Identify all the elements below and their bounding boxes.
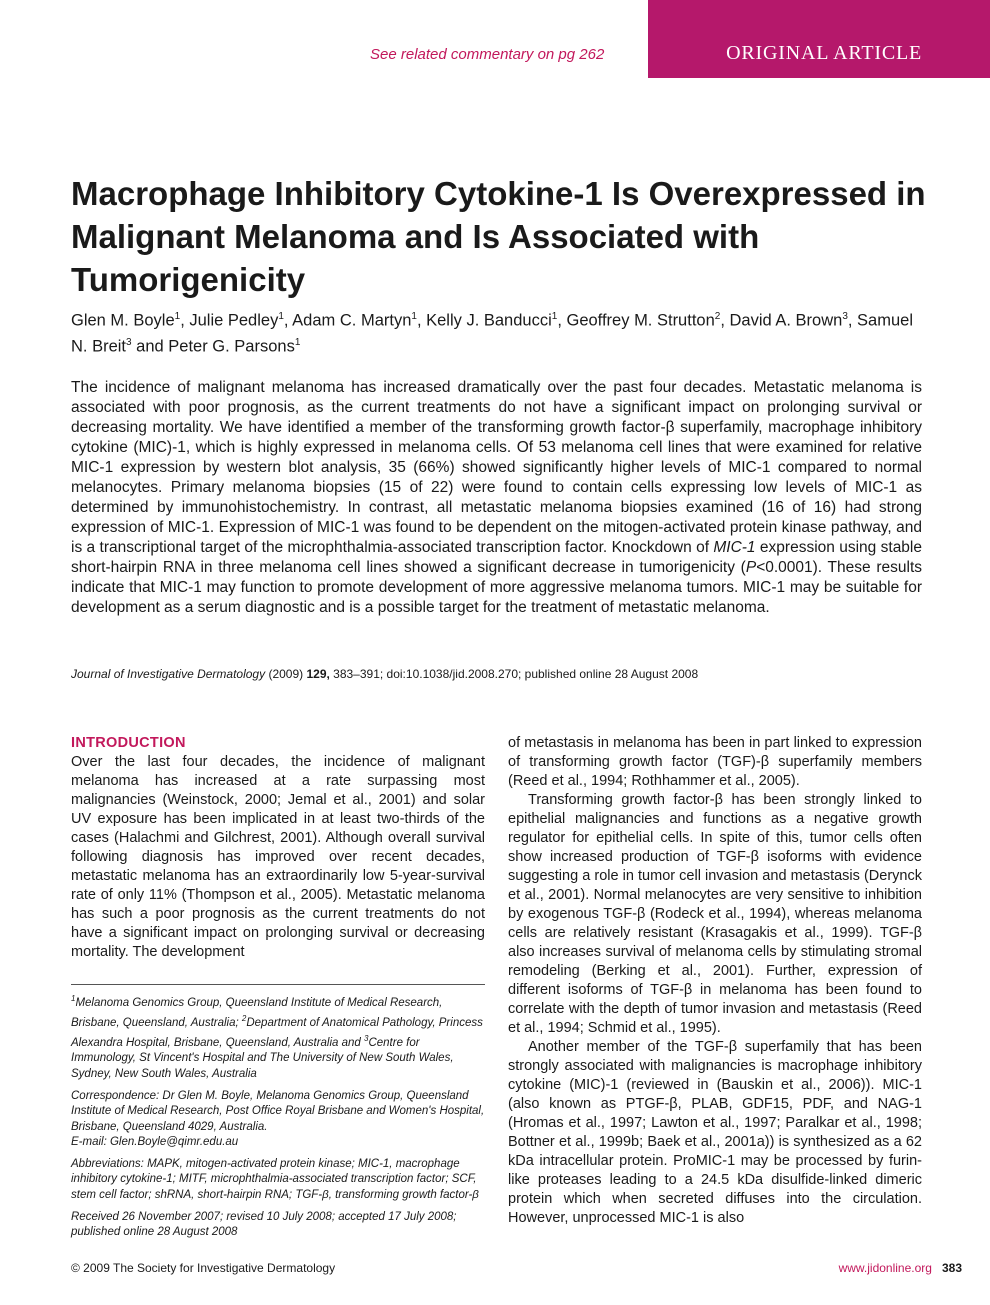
- abstract: [71, 378, 922, 618]
- intro-paragraph-1-continued: of metastasis in melanoma has been in part linked to expression of transforming growth factor (TGF)-β superfamily members (Reed et al., 1994; Rothhammer et al., 2005).: [508, 735, 922, 789]
- author-affiliation-mark: 3: [126, 336, 132, 348]
- intro-paragraph-1: Over the last four decades, the incidence of malignant melanoma has increased at a rate surpassing most malignancies (Weinstock, 2000; Jemal et al., 2001) and solar UV exposure has been implicated in at least two-thirds of the cases (Halachmi and Gilchrest, 2001). Although overall survival following diagnosis has improved over recent decades, metastatic melanoma has an extraordinarily low 5-year-survival rate of only 11% (Thompson et al., 2005). Metastatic melanoma has such a poor prognosis as the current treatments do not have a significant impact on prolonging survival or decreasing mortality. The development: [71, 754, 485, 960]
- author-separator: ,: [720, 311, 730, 330]
- intro-paragraph-2: Transforming growth factor-β has been strongly linked to epithelial malignancies and functions as a negative growth regulator for epithelial cells. In spite of this, tumor cells often show increased production of TGF-β isoforms with evidence suggesting a role in tumor cell invasion and metastasis (Derynck et al., 2001). Normal melanocytes are very sensitive to inhibition by exogenous TGF-β (Rodeck et al., 1994), whereas melanoma cells are relatively resistant (Krasagakis et al., 1999). TGF-β also increases survival of melanoma cells by stimulating stromal remodeling (Berking et al., 2001). Further, expression of different isoforms of TGF-β in melanoma has been found to correlate with the depth of tumor invasion and metastasis (Reed et al., 1994; Schmid et al., 1995).: [508, 792, 922, 1036]
- intro-paragraph-3: Another member of the TGF-β superfamily that has been strongly associated with malignancies is macrophage inhibitory cytokine (MIC)-1 (reviewed in (Bauskin et al., 2006)). MIC-1 (also known as PTGF-β, PLAB, GDF15, PDF, and NAG-1 (Hromas et al., 1997; Lawton et al., 1997; Paralkar et al., 1998; Bottner et al., 1999b; Baek et al., 2001a)) is synthesized as a 62 kDa intracellular protein. ProMIC-1 may be processed by furin-like proteases leading to a 24.5 kDa disulfide-linked dimeric protein which when secreted diffuses into the circulation. However, unprocessed MIC-1 is also: [508, 1039, 922, 1226]
- author-separator: ,: [557, 311, 567, 330]
- abstract-p-symbol: P: [745, 559, 757, 576]
- aff-sup-1: 1: [71, 994, 76, 1003]
- author-affiliation-mark: 1: [174, 311, 181, 322]
- author-name: Kelly J. Banducci: [426, 311, 552, 330]
- correspondence-email[interactable]: E-mail: Glen.Boyle@qimr.edu.au: [71, 1135, 239, 1148]
- footnote-affiliations: [71, 991, 485, 1082]
- citation-journal: Journal of Investigative Dermatology: [71, 667, 266, 681]
- footer-right: [839, 1261, 962, 1275]
- abstract-text-2: expression using stable short-hairpin RNA in three melanoma cell lines showed a significant decrease in tumorigenicity (: [71, 539, 922, 576]
- author-affiliation-mark: 3: [842, 311, 848, 322]
- author-affiliation-mark: 1: [278, 311, 284, 322]
- footnote-dates: Received 26 November 2007; revised 10 July 2008; accepted 17 July 2008; published online 28 August 2008: [71, 1211, 457, 1239]
- citation-volume: 129,: [306, 667, 330, 681]
- author-affiliation-mark: 2: [714, 311, 721, 322]
- footnote-abbreviations: Abbreviations: MAPK, mitogen-activated protein kinase; MIC-1, macrophage inhibitory cytokine-1; MITF, microphthalmia-associated transcription factor; SCF, stem cell factor; shRNA, short-hairpin RNA; TGF-β, transforming growth factor-β: [71, 1158, 479, 1201]
- aff-3-text: Centre for Immunology, St Vincent's Hospital and The University of New South Wales, Sydney, New South Wales, Australia: [71, 1037, 454, 1080]
- related-commentary-link[interactable]: See related commentary on pg 262: [370, 46, 605, 63]
- author-separator: ,: [283, 311, 293, 330]
- aff-2-text: Department of Anatomical Pathology, Princess Alexandra Hospital, Brisbane, Queensland, Australia and: [71, 1016, 483, 1050]
- author-separator: ,: [847, 311, 858, 330]
- author-affiliation-mark: 1: [551, 311, 558, 322]
- abstract-text-1: The incidence of malignant melanoma has increased dramatically over the past four decades. Metastatic melanoma is associated with poor prognosis, as the current treatments do not have a significant impact on prolonging survival or decreasing mortality. We have identified a member of the transforming growth factor-β superfamily, macrophage inhibitory cytokine (MIC)-1, which is highly expressed in melanoma cells. Of 53 melanoma cell lines that were examined for relative MIC-1 expression by western blot analysis, 35 (66%) showed significantly higher levels of MIC-1 compared to normal melanocytes. Primary melanoma biopsies (15 of 22) were found to contain cells expressing low levels of MIC-1 as determined by immunohistochemistry. In contrast, all metastatic melanoma biopsies examined (16 of 16) had strong expression of MIC-1. Expression of MIC-1 was found to be dependent on the mitogen-activated protein kinase pathway, and is a transcriptional target of the microphthalmia-associated transcription factor. Knockdown of: [71, 379, 922, 556]
- aff-sup-2: 2: [241, 1014, 247, 1024]
- correspondence-text: Correspondence: Dr Glen M. Boyle, Melanoma Genomics Group, Queensland Institute of Medical Research, Post Office Royal Brisbane and Women's Hospital, Brisbane, Queensland 4029, Australia.: [71, 1089, 485, 1133]
- footer-journal-url[interactable]: www.jidonline.org: [838, 1261, 932, 1275]
- article-type-label: ORIGINAL ARTICLE: [726, 42, 922, 64]
- footer-page-number: 383: [941, 1261, 962, 1275]
- section-heading-introduction: INTRODUCTION: [71, 735, 186, 751]
- footnote-divider: [71, 984, 485, 985]
- footnote-correspondence: [71, 1089, 485, 1150]
- aff-1-text: Melanoma Genomics Group, Queensland Institute of Medical Research, Brisbane, Queensland, Australia;: [71, 996, 443, 1029]
- footer-copyright: © 2009 The Society for Investigative Dermatology: [71, 1261, 336, 1275]
- citation-rest: 383–391; doi:10.1038/jid.2008.270; published online 28 August 2008: [329, 667, 699, 681]
- author-name: David A. Brown: [729, 311, 843, 330]
- author-name: Julie Pedley: [189, 311, 279, 330]
- author-separator: ,: [416, 311, 427, 330]
- author-name: Geoffrey M. Strutton: [566, 311, 715, 330]
- abstract-text-3: <0.0001). These results indicate that MIC-1 may function to promote development of more aggressive melanoma tumors. MIC-1 may be suitable for development as a serum diagnostic and is a possible target for the treatment of metastatic melanoma.: [71, 559, 923, 616]
- article-title: Macrophage Inhibitory Cytokine-1 Is Overexpressed in Malignant Melanoma and Is Associated with Tumorigenicity: [71, 175, 926, 298]
- author-list: [71, 306, 931, 357]
- author-separator: and: [131, 337, 169, 355]
- author-name: Samuel N. Breit: [71, 311, 913, 355]
- article-type-banner: [648, 0, 990, 78]
- author-name: Adam C. Martyn: [292, 311, 412, 330]
- author-name: Glen M. Boyle: [71, 311, 175, 330]
- aff-sup-3: 3: [364, 1034, 369, 1044]
- abstract-gene-name: MIC-1: [713, 539, 756, 556]
- author-separator: ,: [180, 311, 190, 330]
- author-affiliation-mark: 1: [294, 336, 301, 348]
- left-column: [71, 734, 485, 1248]
- right-column: [508, 734, 922, 1228]
- citation-line: [71, 667, 698, 681]
- author-name: Peter G. Parsons: [168, 337, 295, 355]
- author-affiliation-mark: 1: [411, 311, 417, 322]
- citation-year: (2009): [265, 667, 307, 681]
